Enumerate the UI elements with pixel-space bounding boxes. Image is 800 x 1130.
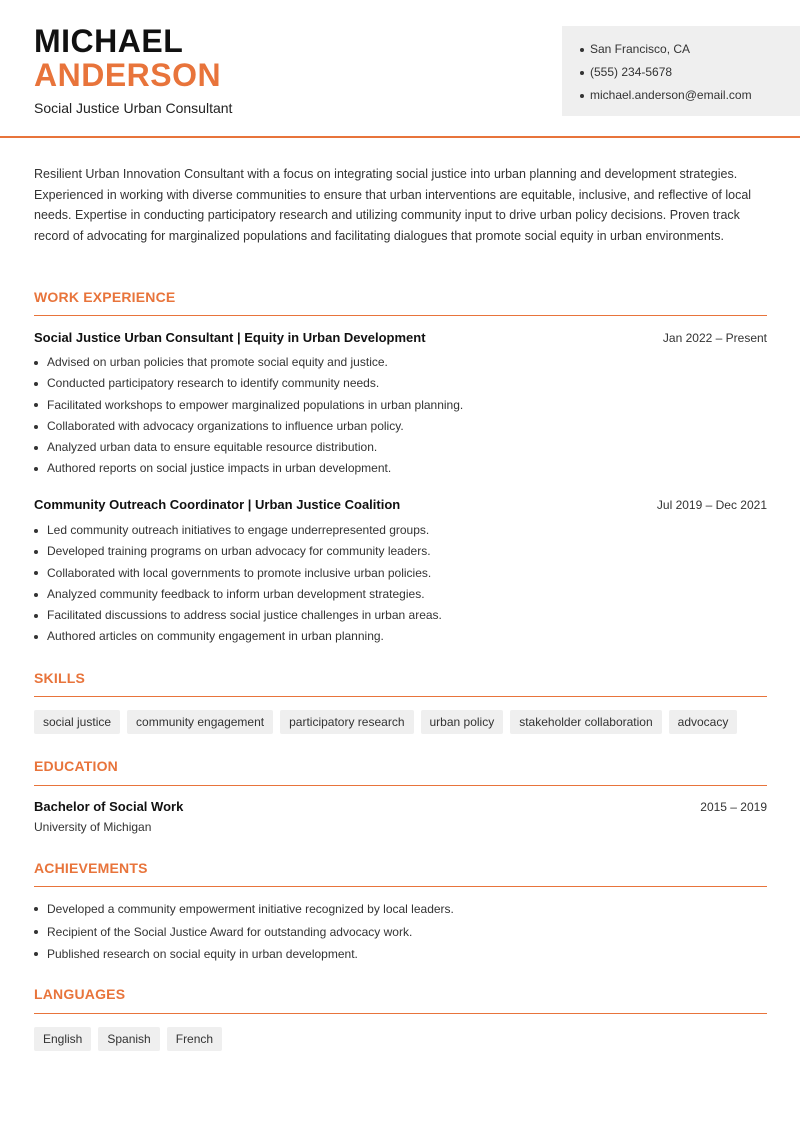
list-item [34,584,767,605]
bullet-icon [34,952,38,956]
language-tag: English [34,1027,91,1051]
skills-tags [34,710,737,734]
job-title: Social Justice Urban Consultant [34,100,233,116]
job-header [34,497,767,512]
section-title-achievements: ACHIEVEMENTS [34,860,148,876]
list-item [34,626,767,647]
skill-tag: advocacy [669,710,738,734]
bullet-icon [580,71,584,75]
contact-phone [580,61,800,84]
section-divider [34,1013,767,1014]
bullet-icon [34,571,38,575]
list-item [34,395,767,416]
contact-box [562,26,800,116]
bullet-icon [34,382,38,386]
job-role: Social Justice Urban Consultant | Equity in Urban Development [34,330,426,345]
bullet-icon [34,529,38,533]
resume-header [0,0,800,138]
bullet-text: Published research on social equity in urban development. [47,947,358,961]
bullet-icon [580,48,584,52]
job-date: Jan 2022 – Present [662,331,767,345]
bullet-text: Facilitated workshops to empower marginalized populations in urban planning. [47,397,464,412]
bullet-text: Authored articles on community engagement in urban planning. [47,629,384,644]
contact-phone-text: (555) 234-5678 [590,65,673,79]
bullet-icon [34,907,38,911]
list-item [34,437,767,458]
bullet-text: Recipient of the Social Justice Award for outstanding advocacy work. [47,924,413,939]
achievement-bullets [34,898,767,966]
bullet-text: Developed training programs on urban advocacy for community leaders. [47,544,431,559]
list-item [34,921,767,944]
job-date: Jul 2019 – Dec 2021 [656,498,767,512]
bullet-icon [34,467,38,471]
education-date: 2015 – 2019 [700,800,767,814]
section-title-skills: SKILLS [34,670,85,686]
section-divider [34,315,767,316]
section-divider [34,696,767,697]
education-school: University of Michigan [34,820,152,834]
education-degree: Bachelor of Social Work [34,799,184,814]
bullet-text: Conducted participatory research to identify community needs. [47,376,380,391]
summary-paragraph: Resilient Urban Innovation Consultant with a focus on integrating social justice into urban planning and development strategies. Experienced in working with diverse communities to ensure that urban interventions are equitable, inclusive, and reflective of local needs. Expertise in conducting participatory research and utilizing community input to drive urban policy decisions. Proven track record of advocating for marginalized populations and facilitating dialogues that promote social equity in urban environments. [34,167,752,243]
language-tag: French [167,1027,222,1051]
contact-location-text: San Francisco, CA [590,42,691,56]
bullet-text: Analyzed community feedback to inform urban development strategies. [47,586,425,601]
last-name: ANDERSON [34,57,222,93]
skill-tag: participatory research [280,710,413,734]
bullet-text: Led community outreach initiatives to engage underrepresented groups. [47,523,430,537]
job-bullets [34,352,767,480]
bullet-text: Authored reports on social justice impacts in urban development. [47,461,392,476]
bullet-text: Facilitated discussions to address social justice challenges in urban areas. [47,608,442,623]
language-tag: Spanish [98,1027,159,1051]
section-title-education: EDUCATION [34,758,118,774]
bullet-icon [34,635,38,639]
bullet-text: Analyzed urban data to ensure equitable resource distribution. [47,440,378,455]
section-title-languages: LANGUAGES [34,986,126,1002]
bullet-icon [580,94,584,98]
list-item [34,943,767,966]
bullet-icon [34,614,38,618]
job-role: Community Outreach Coordinator | Urban Justice Coalition [34,497,401,512]
bullet-text: Collaborated with advocacy organizations to influence urban policy. [47,418,404,433]
contact-email-text: michael.anderson@email.com [590,88,752,102]
first-name: MICHAEL [34,23,184,59]
bullet-text: Advised on urban policies that promote social equity and justice. [47,355,388,369]
job-bullets [34,520,767,648]
education-header [34,799,767,814]
section-title-work: WORK EXPERIENCE [34,289,176,305]
bullet-icon [34,446,38,450]
bullet-icon [34,425,38,429]
list-item [34,373,767,394]
list-item [34,458,767,479]
list-item [34,416,767,437]
list-item [34,898,767,921]
list-item [34,563,767,584]
skill-tag: social justice [34,710,120,734]
skill-tag: stakeholder collaboration [510,710,661,734]
skill-tag: community engagement [127,710,273,734]
bullet-icon [34,361,38,365]
bullet-icon [34,593,38,597]
section-divider [34,886,767,887]
contact-location [580,38,800,61]
contact-email [580,84,800,107]
skill-tag: urban policy [421,710,504,734]
bullet-text: Collaborated with local governments to promote inclusive urban policies. [47,565,432,580]
list-item [34,541,767,562]
list-item [34,520,767,541]
bullet-icon [34,550,38,554]
bullet-icon [34,930,38,934]
bullet-text: Developed a community empowerment initiative recognized by local leaders. [47,902,454,916]
bullet-icon [34,403,38,407]
list-item [34,352,767,373]
list-item [34,605,767,626]
language-tags [34,1027,222,1051]
job-header [34,330,767,345]
section-divider [34,785,767,786]
